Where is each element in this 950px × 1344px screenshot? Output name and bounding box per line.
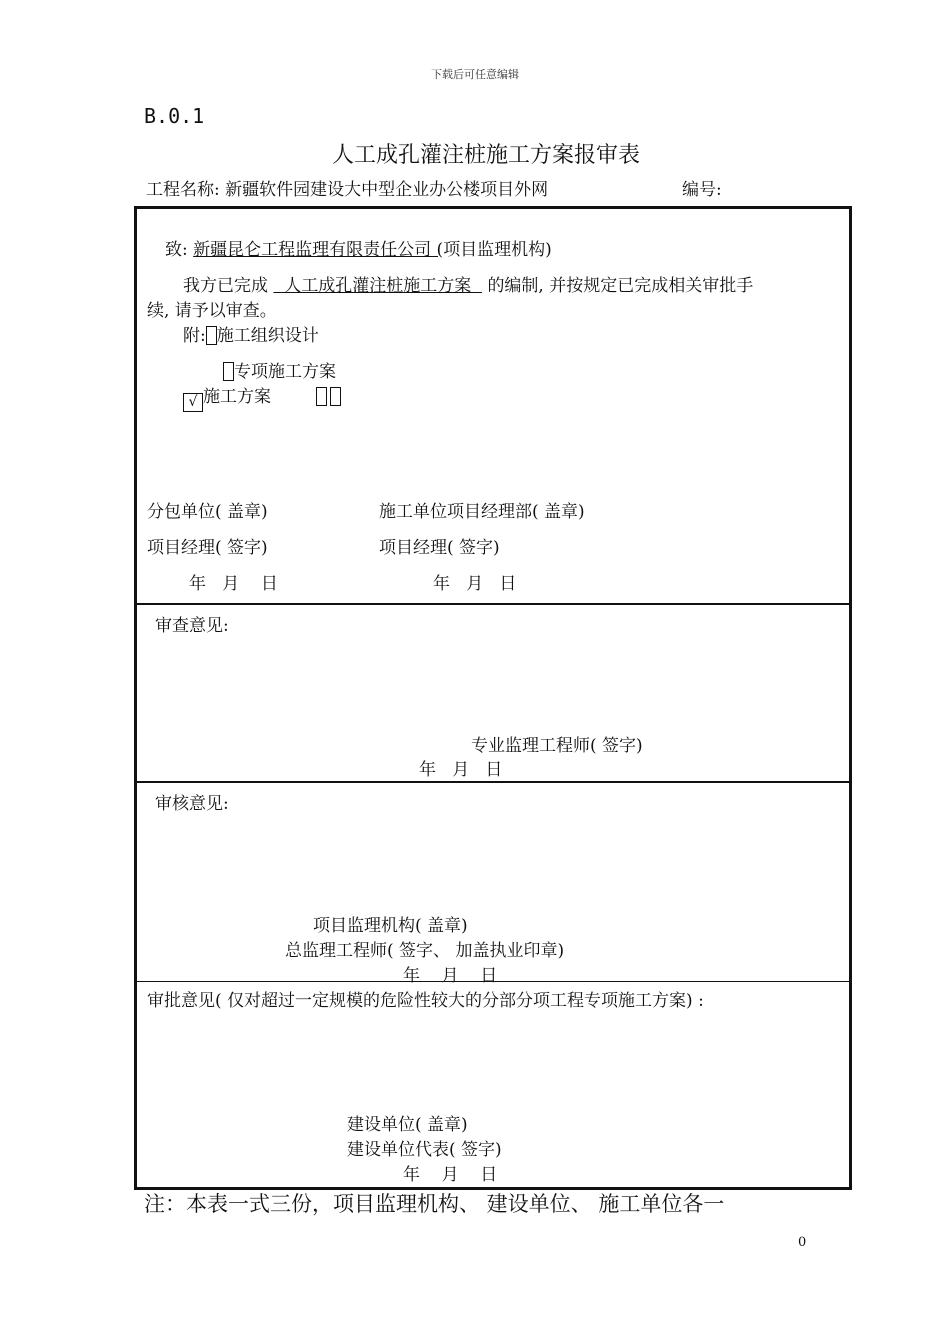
footer-note: 注：本表一式三份，项目监理机构、 建设单位、 施工单位各一 — [144, 1192, 725, 1216]
pm-signature-left: 项目经理( 签字) — [147, 538, 268, 558]
page-title: 人工成孔灌注桩施工方案报审表 — [331, 143, 640, 168]
to-org: 新疆昆仑工程监理有限责任公司 ( — [193, 240, 444, 260]
option-construction-plan: 施工方案 — [203, 387, 271, 407]
review-label: 审查意见: — [155, 616, 229, 636]
contractor-dept-seal: 施工单位项目经理部( 盖章) — [379, 502, 585, 522]
addressee-line — [165, 235, 552, 260]
approval-date: 年 月 日 — [403, 1165, 498, 1185]
approval-label: 审批意见( 仅对超过一定规模的危险性较大的分部分项工程专项施工方案) : — [147, 991, 704, 1011]
checkbox-special-plan[interactable] — [223, 362, 234, 381]
review-signer: 专业监理工程师( 签字) — [471, 736, 643, 756]
attachment-row-2 — [223, 357, 336, 382]
date-left: 年 月 日 — [189, 574, 278, 594]
checkbox-construction-design[interactable] — [206, 326, 217, 345]
project-name: 新疆软件园建设大中型企业办公楼项目外网 — [225, 180, 549, 200]
audit-chief-signature: 总监理工程师( 签字、 加盖执业印章) — [285, 941, 565, 961]
pm-signature-right: 项目经理( 签字) — [379, 538, 500, 558]
approval-form — [134, 206, 852, 1190]
audit-section — [137, 781, 849, 986]
approval-unit-seal: 建设单位( 盖章) — [347, 1115, 468, 1135]
to-role: 项目监理机构) — [443, 240, 552, 260]
plan-name: 人工成孔灌注桩施工方案 — [273, 276, 483, 296]
approval-rep-signature: 建设单位代表( 签字) — [347, 1140, 502, 1160]
date-right: 年 月 日 — [433, 574, 517, 594]
body-suffix: 的编制, 并按规定已完成相关审批手 — [487, 276, 754, 296]
audit-org-seal: 项目监理机构( 盖章) — [313, 916, 468, 936]
audit-label: 审核意见: — [155, 794, 229, 814]
attach-label: 附: — [183, 326, 206, 346]
submission-body-line2: 续, 请予以审查。 — [147, 301, 277, 321]
attachment-row-1 — [183, 321, 319, 346]
body-prefix: 我方已完成 — [183, 276, 268, 296]
header-note: 下载后可任意编辑 — [431, 68, 519, 81]
placeholder-box-icon — [316, 387, 327, 406]
placeholder-box-icon — [330, 387, 341, 406]
review-date: 年 月 日 — [419, 760, 503, 780]
audit-date: 年 月 日 — [403, 966, 498, 986]
sub-unit-seal: 分包单位( 盖章) — [147, 502, 268, 522]
number-label: 编号: — [682, 180, 722, 200]
submission-section — [137, 209, 849, 603]
option-construction-design: 施工组织设计 — [216, 326, 319, 346]
form-code: B.0.1 — [144, 104, 205, 128]
to-label: 致: — [165, 240, 188, 260]
attachment-row-3 — [183, 382, 341, 412]
option-special-plan: 专项施工方案 — [234, 362, 336, 382]
project-name-row — [146, 175, 548, 200]
submission-body-line1 — [183, 271, 753, 296]
project-label: 工程名称: — [146, 180, 220, 200]
page-number: 0 — [798, 1235, 807, 1250]
checkbox-construction-plan[interactable]: √ — [183, 393, 203, 412]
review-section — [137, 603, 849, 781]
approval-section — [137, 981, 849, 1188]
